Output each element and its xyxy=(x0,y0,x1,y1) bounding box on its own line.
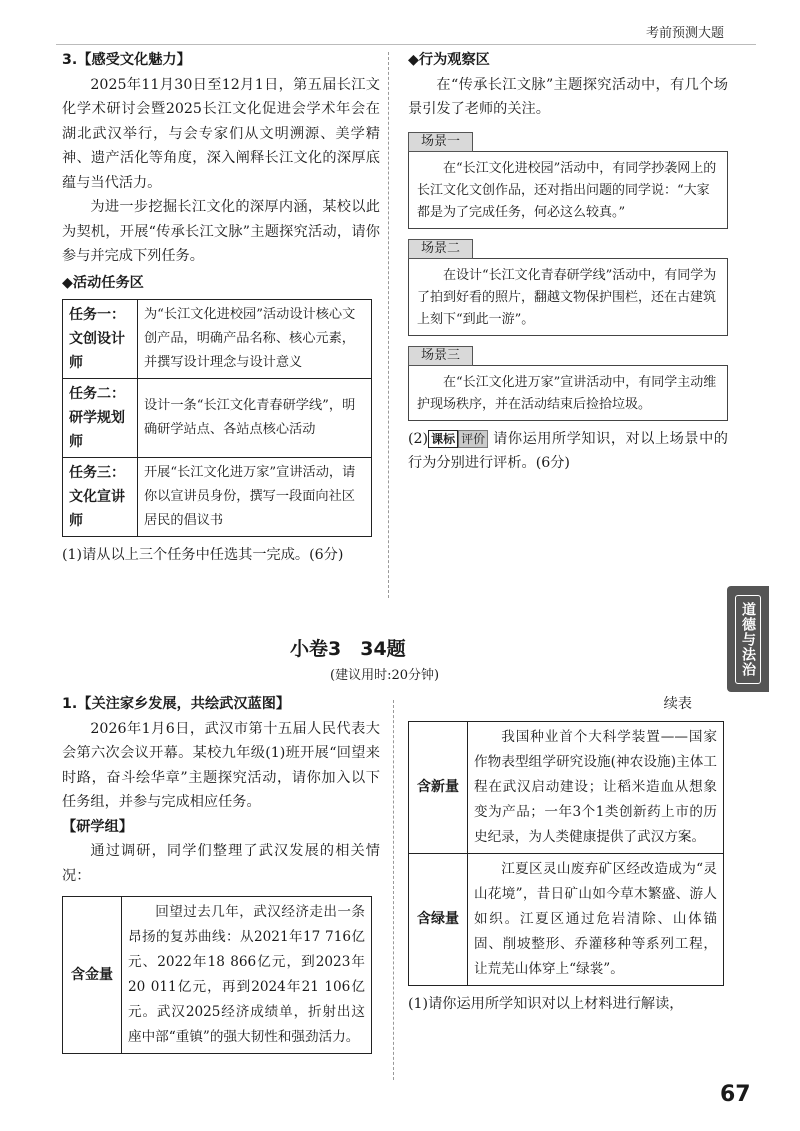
scene-1 xyxy=(408,130,728,229)
table-row xyxy=(63,897,372,1054)
task-label: 任务二：研学规划师 xyxy=(63,379,138,458)
observe-area-heading: ◆行为观察区 xyxy=(408,52,490,68)
question-1-sub1: (1)请你运用所学知识对以上材料进行解读， xyxy=(408,995,684,1012)
header-rule xyxy=(56,44,756,45)
material-table-left xyxy=(62,896,372,1054)
page-number: 67 xyxy=(720,1082,751,1107)
question-number: 1. xyxy=(62,696,78,712)
table-row xyxy=(409,721,724,853)
material-text: 我国种业首个大科学装置——国家作物表型组学研究设施(神农设施)主体工程在武汉启动建设；让稻米造血从想象变为产品；一年3个1类创新药上市的历史纪录，为人类健康提供了武汉方案。 xyxy=(468,721,724,853)
question-title: 【感受文化魅力】 xyxy=(77,52,191,68)
group-heading: 【研学组】 xyxy=(62,818,133,835)
question-1-heading xyxy=(62,692,380,717)
scene-title: 场景三 xyxy=(408,346,473,366)
question-3-sub2 xyxy=(408,427,728,476)
question-title: 【关注家乡发展，共绘武汉蓝图】 xyxy=(77,696,291,712)
scene-3 xyxy=(408,344,728,421)
scene-title: 场景一 xyxy=(408,132,473,152)
subject-side-tab xyxy=(727,586,769,692)
question-number: 3. xyxy=(62,52,78,68)
question-3-para1: 2025年11月30日至12月1日，第五届长江文化学术研讨会暨2025长江文化促进会学术年会在湖北武汉举行，与会专家们从文明溯源、美学精神、遗产活化等角度，深入阐释长江文化的深厚底蕴与当代活力。 xyxy=(62,76,380,191)
question-1-para1: 2026年1月6日，武汉市第十五届人民代表大会第六次会议开幕。某校九年级(1)班开展“回望来时路，奋斗绘华章”主题探究活动，请你加入以下任务组，并参与完成相应任务。 xyxy=(62,720,380,810)
column-divider-top xyxy=(388,52,389,598)
observe-intro: 在“传承长江文脉”主题探究活动中，有几个场景引发了老师的关注。 xyxy=(408,76,728,117)
question-1-para2: 通过调研，同学们整理了武汉发展的相关情况： xyxy=(62,843,380,884)
scene-2 xyxy=(408,237,728,336)
task-content: 为“长江文化进校园”活动设计核心文创产品，明确产品名称、核心元素，并撰写设计理念与设计意义 xyxy=(138,300,372,379)
question-1-left xyxy=(62,692,380,1054)
question-1-right xyxy=(408,692,728,1016)
material-table-right xyxy=(408,721,724,986)
material-text: 回望过去几年，武汉经济走出一条昂扬的复苏曲线：从2021年17 716亿元、2022年18 866亿元，到2023年20 011亿元，再到2024年21 106亿元。武汉2025经济成绩单，折射出这座中部“重镇”的强大韧性和强劲活力。 xyxy=(122,897,372,1054)
section-title: 小卷3 34题 xyxy=(290,638,406,660)
question-3-right xyxy=(408,48,728,476)
table-row xyxy=(409,853,724,985)
table-row xyxy=(63,379,372,458)
sub-number: (2) xyxy=(408,430,429,447)
evaluation-tag: 评价 xyxy=(458,430,488,448)
sub-text: 请你运用所学知识，对以上场景中的行为分别进行评析。(6分) xyxy=(408,430,728,471)
scene-text: 在“长江文化进校园”活动中，有同学抄袭网上的长江文化文创作品，还对指出问题的同学说：“大家都是为了完成任务，何必这么较真。” xyxy=(408,151,728,229)
question-3-heading xyxy=(62,48,380,73)
table-row xyxy=(63,458,372,537)
material-label: 含新量 xyxy=(409,721,468,853)
scene-text: 在设计“长江文化青春研学线”活动中，有同学为了拍到好看的照片，翻越文物保护围栏，还在古建筑上刻下“到此一游”。 xyxy=(408,258,728,336)
subject-label: 道德与法治 xyxy=(735,595,761,684)
task-content: 设计一条“长江文化青春研学线”，明确研学站点、各站点核心活动 xyxy=(138,379,372,458)
material-label: 含绿量 xyxy=(409,853,468,985)
running-header: 考前预测大题 xyxy=(646,26,725,41)
material-text: 江夏区灵山废弃矿区经改造成为“灵山花境”，昔日矿山如今草木繁盛、游人如织。江夏区通过危岩清除、山体锚固、削坡整形、乔灌移种等系列工程，让荒芜山体穿上“绿裳”。 xyxy=(468,853,724,985)
task-label: 任务三：文化宣讲师 xyxy=(63,458,138,537)
task-content: 开展“长江文化进万家”宣讲活动，请你以宣讲员身份，撰写一段面向社区居民的倡议书 xyxy=(138,458,372,537)
question-3-sub1: (1)请从以上三个任务中任选其一完成。(6分) xyxy=(62,547,344,563)
task-label: 任务一：文创设计师 xyxy=(63,300,138,379)
task-area-heading: ◆活动任务区 xyxy=(62,274,144,291)
continued-label: 续表 xyxy=(663,696,692,712)
scene-text: 在“长江文化进万家”宣讲活动中，有同学主动维护现场秩序，并在活动结束后捡拾垃圾。 xyxy=(408,365,728,421)
section-subtitle: (建议用时:20分钟) xyxy=(330,668,440,683)
table-row xyxy=(63,300,372,379)
task-table xyxy=(62,299,372,537)
material-label: 含金量 xyxy=(63,897,122,1054)
question-3-para2: 为进一步挖掘长江文化的深厚内涵，某校以此为契机，开展“传承长江文脉”主题探究活动，请你参与并完成下列任务。 xyxy=(62,199,380,264)
scene-title: 场景二 xyxy=(408,239,473,259)
column-divider-bottom xyxy=(393,700,394,1080)
question-3-left xyxy=(62,48,380,568)
curriculum-tag: 课标 xyxy=(428,430,458,448)
